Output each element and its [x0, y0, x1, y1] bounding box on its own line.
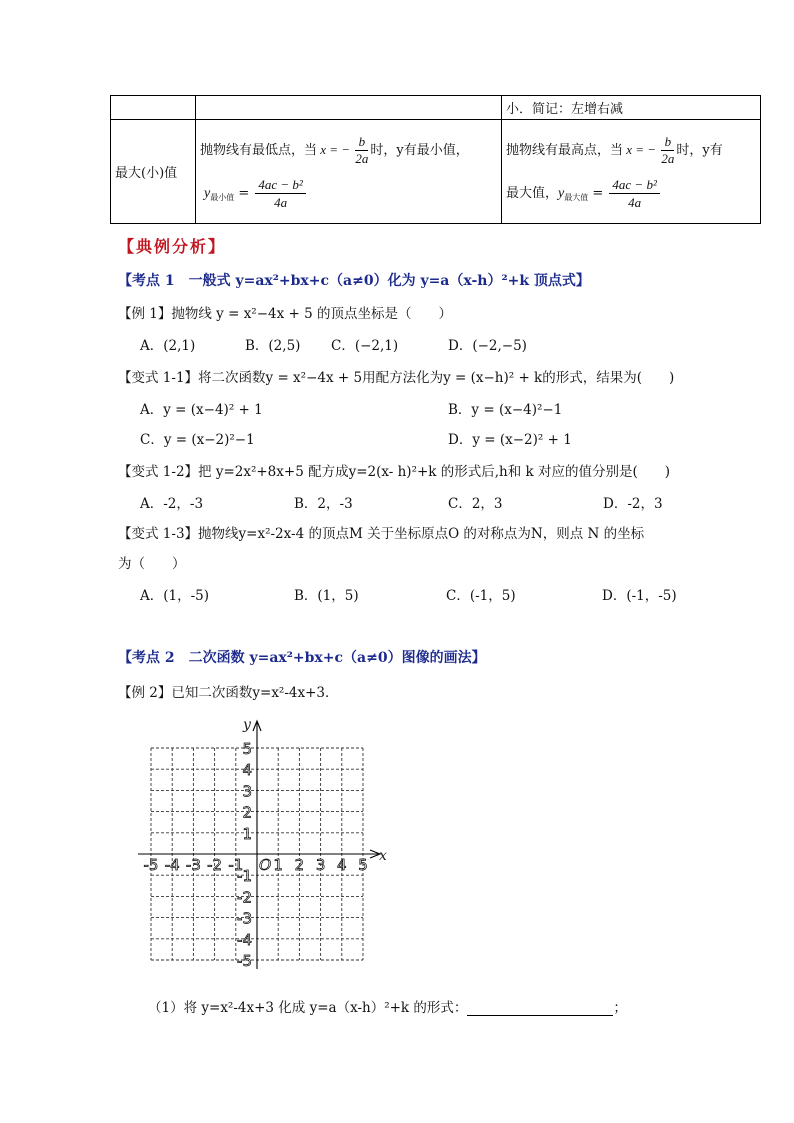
max-subscript: 最大值 [564, 193, 589, 202]
variant-1-1: 【变式 1-1】将二次函数y = x²−4x + 5用配方法化为y = (x−h)² + k的形式，结果为( ) [118, 370, 675, 386]
fraction-min: $\frac{\text{4ac − b²}}{4a}$ [255, 176, 305, 211]
y-tick-label: 1 [242, 824, 252, 843]
example-2: 【例 2】已知二次函数y=x²-4x+3． [118, 685, 339, 701]
answer-blank[interactable] [467, 1001, 613, 1016]
x-axis-label: x [379, 848, 387, 864]
max-text-b: 时，y有 [676, 143, 723, 158]
question-1-text: （1）将 y=x²-4x+3 化成 y=a（x-h）²+k 的形式： [148, 1000, 468, 1016]
v11-option-d: D．y = (x−2)² + 1 [448, 432, 572, 448]
example-1: 【例 1】抛物线 y = x²−4x + 5 的顶点坐标是（ ） [118, 306, 453, 322]
v11-option-b: B．y = (x−4)²−1 [448, 402, 563, 418]
fraction-max: $\frac{\text{4ac − b²}}{4a}$ [609, 176, 659, 211]
section-title: 【典例分析】 [118, 237, 227, 256]
max-text-a: 抛物线有最高点，当 [506, 143, 624, 158]
y-tick-label: -3 [237, 909, 252, 928]
ex1-option-b: B．(2,5) [245, 338, 301, 354]
tick-labels [144, 717, 387, 970]
fraction-b-2a-max: $\frac{b}{2a}$ [661, 134, 675, 166]
x-tick-label: 3 [315, 856, 326, 874]
x-tick-label: -2 [207, 856, 223, 874]
min-text-a: 抛物线有最低点，当 [200, 143, 318, 158]
max-value-cell: 抛物线有最高点，当 x = − $\frac{b}{2a}$ 时，y有 最大值，$y_{最大值}$ = $\frac{\text{4ac − b²}}{4a}$ [502, 120, 761, 224]
fraction-b-2a: $\frac{b}{2a}$ [355, 134, 369, 166]
v11-option-c: C．y = (x−2)²−1 [140, 432, 255, 448]
max-text-c: 最大值， [506, 186, 559, 201]
y-tick-label: -2 [237, 888, 252, 907]
coordinate-grid [130, 715, 390, 975]
y-tick-label: 3 [242, 782, 252, 801]
kaodian-1-heading: 【考点 1 一般式 y=ax²+bx+c（a≠0）化为 y=a（x-h）²+k 顶点式】 [118, 273, 590, 289]
table-cell-note [502, 96, 761, 120]
question-1-end: ； [613, 1000, 627, 1016]
kaodian-2-heading: 【考点 2 二次函数 y=ax²+bx+c（a≠0）图像的画法】 [118, 650, 486, 666]
variant-1-3-line1: 【变式 1-3】抛物线y=x²-2x-4 的顶点M 关于坐标原点O 的对称点为N，则点 N 的坐标 [118, 526, 645, 542]
v12-option-c: C．2，3 [448, 496, 503, 512]
properties-table [110, 95, 761, 224]
x-tick-label: -4 [164, 856, 180, 874]
x-tick-label: 2 [294, 856, 305, 874]
x-tick-label: 1 [273, 856, 283, 874]
v13-option-c: C．(-1，5) [446, 588, 516, 604]
y-tick-label: -1 [237, 867, 252, 886]
y-tick-label: 5 [242, 740, 252, 758]
min-text-b: 时，y有最小值， [370, 143, 469, 158]
min-value-cell: 抛物线有最低点，当 x = − $\frac{b}{2a}$ 时，y有最小值， $y_{最小值}$ = $\frac{\text{4ac − b²}}{4a}$ [196, 120, 502, 224]
x-tick-label: 5 [358, 856, 368, 874]
origin-label: O [259, 856, 272, 874]
v13-option-a: A．(1，-5) [140, 588, 210, 604]
variant-1-3-line2: 为（ ） [118, 556, 186, 572]
v13-option-b: B．(1，5) [294, 588, 359, 604]
v13-option-d: D．(-1，-5) [602, 588, 677, 604]
v12-option-b: B．2，-3 [294, 496, 353, 512]
x-tick-label: 4 [337, 856, 347, 874]
x-tick-label: -5 [143, 856, 159, 874]
ex1-option-a: A．(2,1) [140, 338, 196, 354]
table-cell-empty-1 [111, 96, 196, 120]
table-cell-empty-2 [196, 96, 502, 120]
x-tick-label: -1 [228, 856, 244, 874]
x-tick-label: -3 [185, 856, 201, 874]
ex1-option-c: C．(−2,1) [331, 338, 399, 354]
row-label-cell [111, 120, 196, 224]
note-text: 小．简记：左增右减 [506, 102, 624, 117]
v12-option-d: D．-2，3 [603, 496, 663, 512]
row-label: 最大(小)值 [115, 166, 178, 181]
v11-option-a: A．y = (x−4)² + 1 [140, 402, 263, 418]
y-tick-label: -4 [237, 930, 252, 949]
y-axis-label: y [243, 717, 251, 733]
y-tick-label: 4 [242, 761, 252, 780]
y-tick-label: -5 [237, 952, 252, 970]
ex1-option-d: D．(−2,−5) [448, 338, 527, 354]
question-1 [148, 996, 627, 1016]
min-subscript: 最小值 [210, 193, 235, 202]
variant-1-2: 【变式 1-2】把 y=2x²+8x+5 配方成y=2(x- h)²+k 的形式后,h和 k 对应的值分别是( ) [118, 464, 671, 480]
v12-option-a: A．-2，-3 [140, 496, 204, 512]
y-tick-label: 2 [242, 803, 252, 822]
axes [138, 721, 380, 969]
